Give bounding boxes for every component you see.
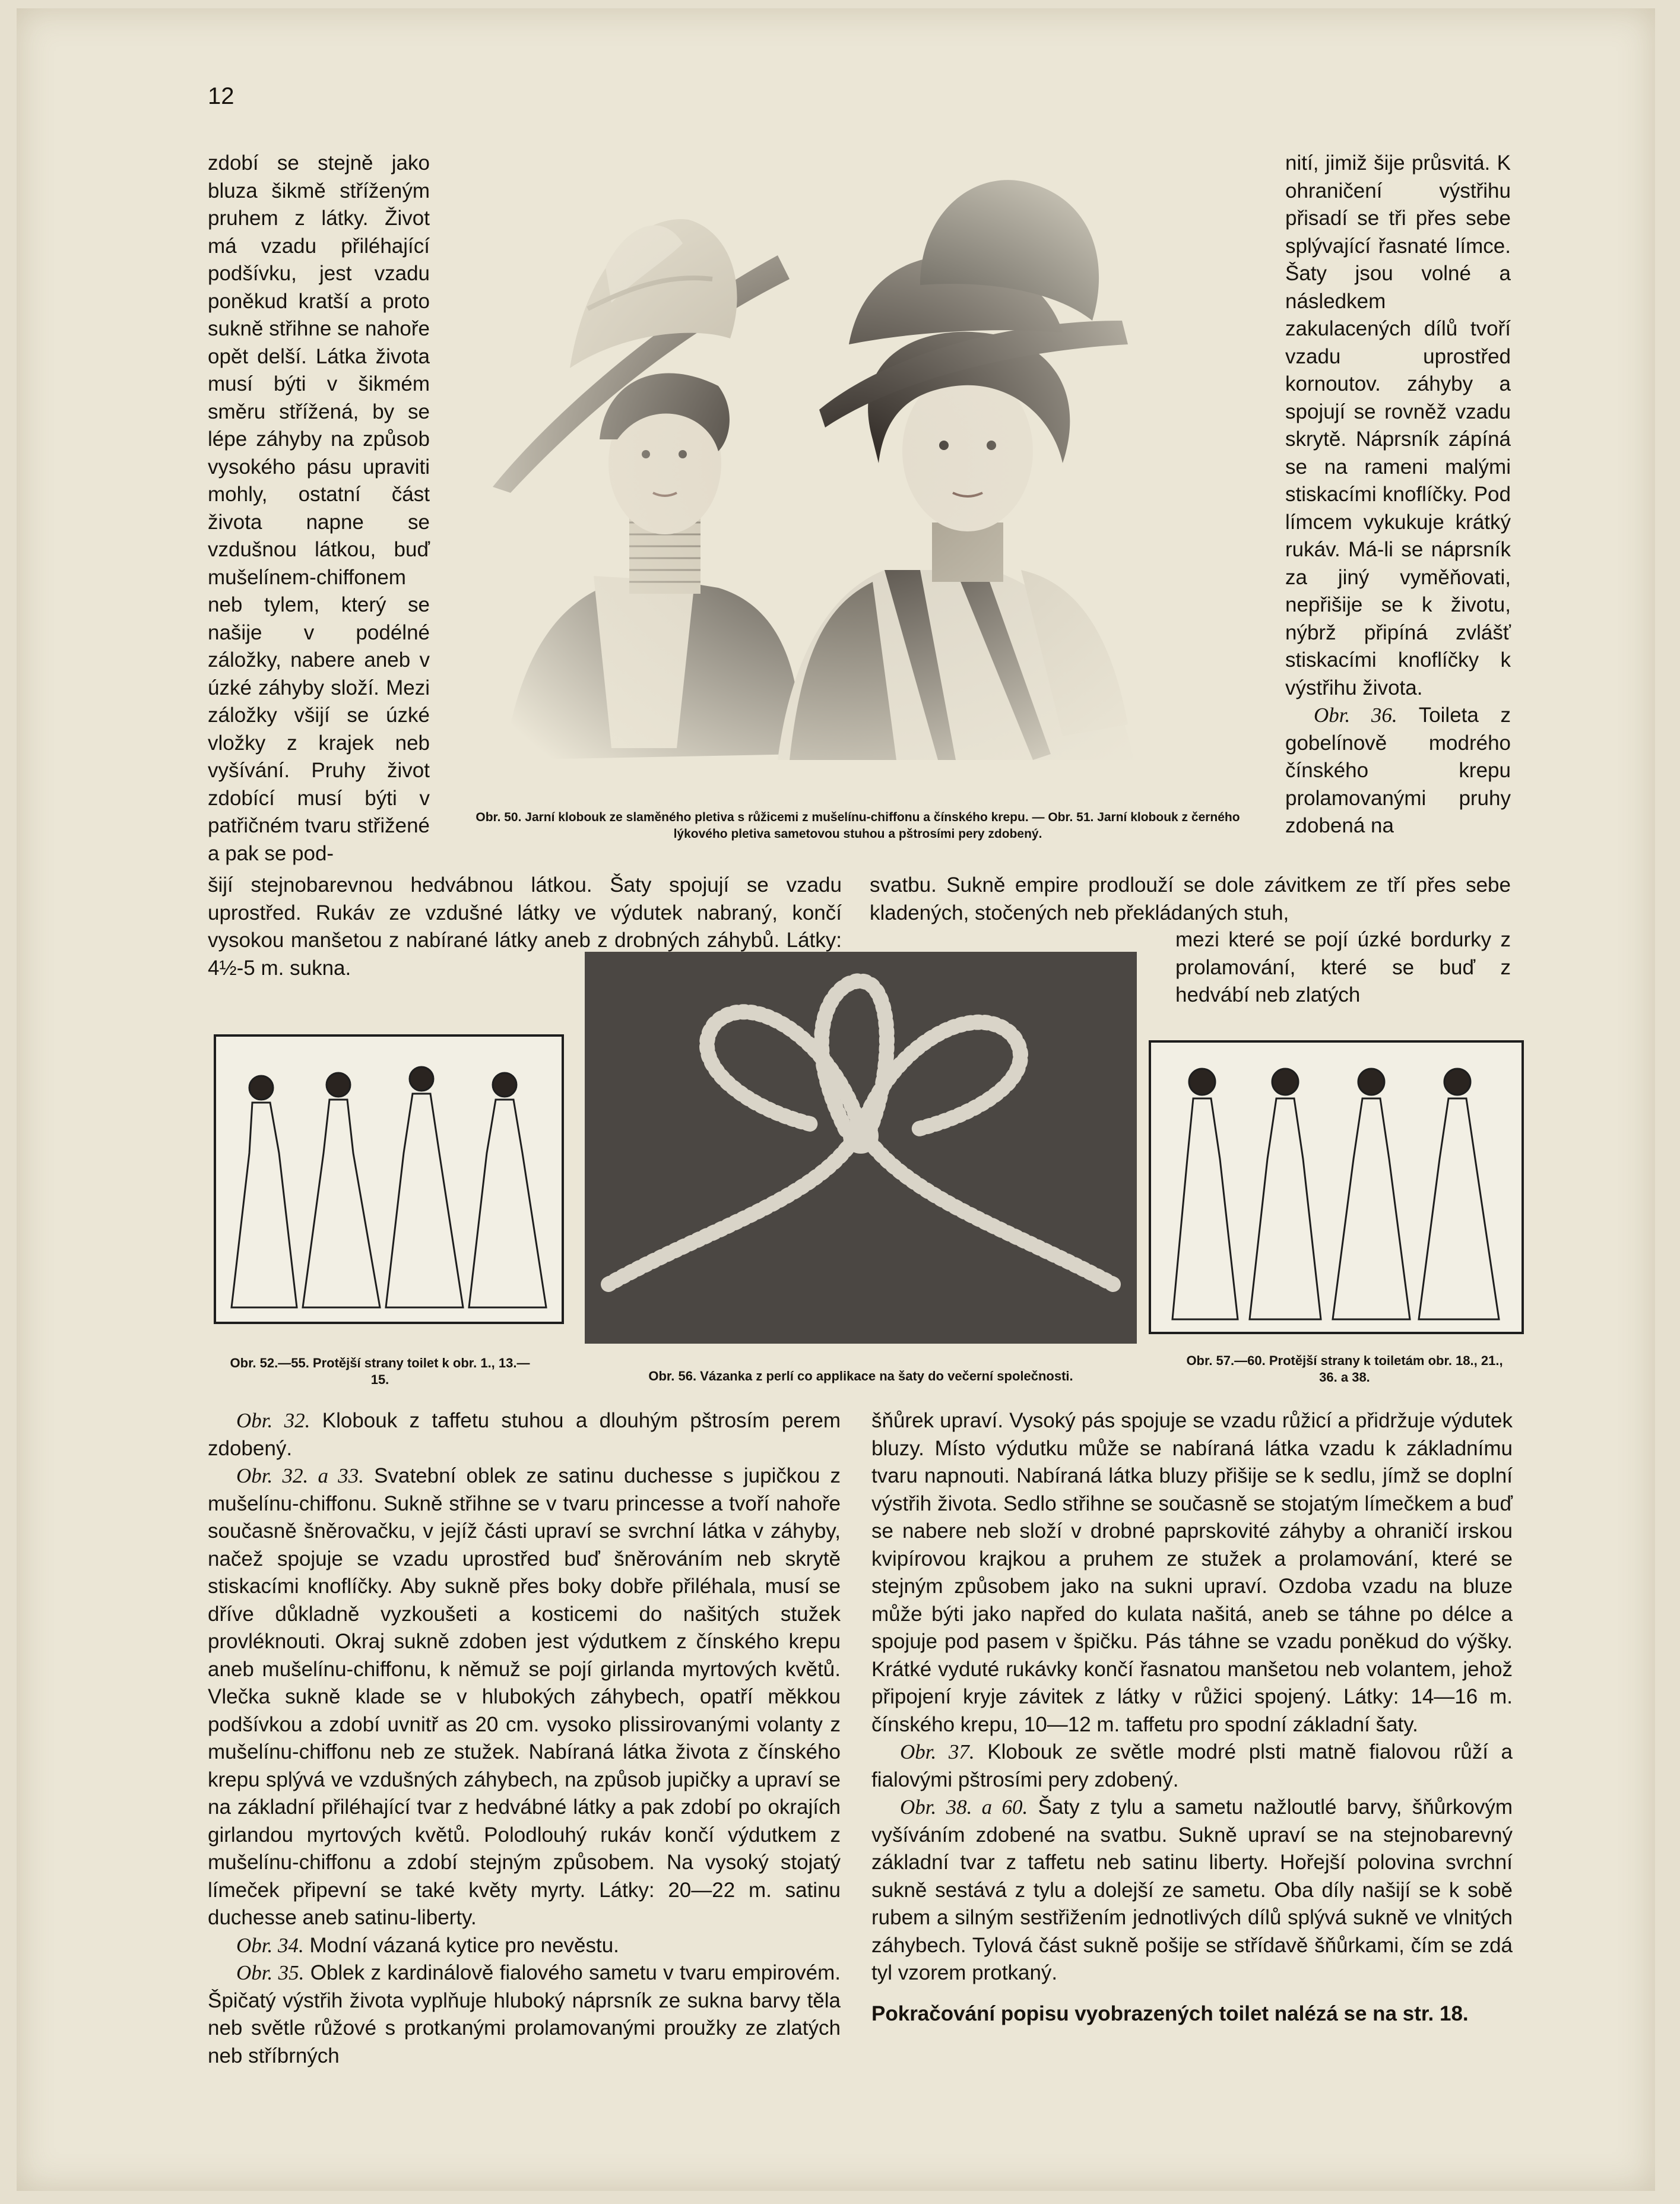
obr-32-33-label: Obr. 32. a 33.	[236, 1464, 364, 1487]
obr-32-33-text: Svatební oblek ze satinu duchesse s jupičkou z mušelínu-chiffonu. Sukně střihne se v tvaru princesse a tvoří nahoře současně šněrovačku, v jejíž části upraví se svrchní látka v záhyby, načež spojuje se vzadu uprostřed buď šněrováním neb skrytě stiskacími knoflíčky. Aby sukně přes boky dobře přiléhala, musí se dříve důkladně vyzkoušeti a kosticemi do našitých stužek provléknouti. Okraj sukně zdoben jest výdutkem z čínského krepu aneb mušelínu-chiffonu, k němuž se pojí girlanda myrtových květů. Vlečka sukně klade se v hlubokých záhybech, opatří měkkou podšívkou a zdobí uvnitř as 20 cm. vysoko plissirovanými volanty z mušelínu-chiffonu neb ze stužek. Nabíraná látka života z čínského krepu splývá ve vzdušných záhybech, na způsob jupičky a upraví se na základní přiléhající tvar z hedvábné látky a pak zdobí po okrajích girlandou myrtových květů. Polodlouhý rukáv končí výdutkem z mušelínu-chiffonu a zdobí stejným způsobem. Na vysoký stojatý límeček připevní se také květy myrty. Látky: 20—22 m. satinu duchesse aneb satinu-liberty.	[208, 1464, 841, 1929]
obr-34-label: Obr. 34.	[236, 1933, 304, 1957]
left-column-top	[208, 150, 430, 867]
caption-center-figure: Obr. 56. Vázanka z perlí co applikace na šaty do večerní společnosti.	[648, 1369, 1073, 1383]
right-column-top-text: nití, jimiž šije průsvitá. K ohraničení výstřihu přisadí se tři přes sebe splývající řasnaté límce. Šaty jsou volné a následkem zakulacených dílů tvoří vzadu uprostřed kornoutov. záhyby a spojují se rovněž vzadu skrytě. Náprsník zápíná se na rameni malými stiskacími knoflíčky. Pod límcem vykukuje krátký rukáv. Má-li se náprsník za jiný vyměňovati, nepřišije se k životu, nýbrž připíná zvlášť stiskacími knoflíčky k výstřihu života.	[1285, 151, 1511, 699]
obr-37-text: Klobouk ze světle modré plsti matně fialovou růží a fialovými pštrosími pery zdobený.	[871, 1740, 1513, 1791]
hats-illustration	[469, 131, 1235, 790]
caption-right-figure: Obr. 57.—60. Protější strany k toiletám obr. 18., 21., 36. a 38.	[1186, 1353, 1503, 1385]
caption-left-figure: Obr. 52.—55. Protější strany toilet k obr. 1., 13.—15.	[230, 1356, 530, 1387]
obr-32-label: Obr. 32.	[236, 1409, 310, 1432]
obr-35-label: Obr. 35.	[236, 1961, 305, 1984]
left-column-top-text: zdobí se stejně jako bluza šikmě stříženým pruhem z látky. Život má vzadu přiléhající podšívku, jest vzadu poněkud kratší a proto sukně střihne se nahoře opět delší. Látka života musí býti v šikmém směru střížená, by se lépe záhyby na způsob vysokého pásu upraviti mohly, ostatní část života napne se vzdušnou látkou, buď mušelínem-chiffonem neb tylem, který se našije v podélné záložky, nabere aneb v úzké záhyby složí. Mezi záložky všijí se úzké vložky z krajek neb vyšívání. Pruhy život zdobící musí býti v patřičném tvaru střižené a pak se pod-	[208, 151, 430, 865]
bow-knot	[843, 1118, 879, 1154]
lower-right-column	[871, 1407, 1513, 2028]
fashion-plate-left	[214, 1034, 564, 1324]
obr-35-text: Oblek z kardinálově fialového sametu v tvaru empirovém. Špičatý výstřih života vyplňuje hluboký náprsník ze sukna barvy těla neb světle růžové s protkanými prolamovanými proužky ze zlatých neb stříbrných	[208, 1961, 841, 2067]
obr-37-label: Obr. 37.	[900, 1740, 975, 1763]
obr-38-60-text: Šaty z tylu a sametu nažloutlé barvy, šňůrkovým vyšíváním zdobené na svatbu. Sukně upraví se na stejnobarevný základní tvar z taffetu neb satinu liberty. Hořejší polovina svrchní sukně sestává z tylu a dolejší ze sametu. Oba díly našijí se k sobě rubem a silným sestřižením jednotlivých dílů splývá sukně ve vlnitých záhybech. Tylová část sukně pošije se střídavě šňůrkami, čím se zdá tyl vzorem protkaný.	[871, 1796, 1513, 1984]
right-column-continue-a: svatbu. Sukně empire prodlouží se dole závitkem ze tří přes sebe kladených, stočených neb překládaných stuh,	[870, 873, 1511, 924]
right-column-continue-b: mezi které se pojí úzké bordurky z prolamování, které se buď z hedvábí neb zlatých	[1175, 928, 1511, 1006]
footer-note: Pokračování popisu vyobrazených toilet nalézá se na str. 18.	[871, 2002, 1469, 2025]
pearl-bow-photo	[585, 952, 1137, 1344]
left-column-continue: šijí stejnobarevnou hedvábnou látkou. Šaty spojují se vzadu uprostřed. Rukáv ze vzdušné látky ve výdutek nabraný, končí vysokou manšetou z nabírané látky aneb z drobných záhybů. Látky: 4½-5 m. sukna.	[208, 873, 842, 980]
obr-36-text: Toileta z gobelínově modrého čínského krepu prolamovanými pruhy zdobená na	[1285, 704, 1511, 837]
obr-36-label: Obr. 36.	[1314, 704, 1397, 727]
obr-38-60-label: Obr. 38. a 60.	[900, 1796, 1028, 1819]
lower-right-para1: šňůrek upraví. Vysoký pás spojuje se vzadu růžicí a přidržuje výdutek bluzy. Místo výdutku může se nabíraná látka vzadu k základnímu tvaru napnouti. Nabíraná látka bluzy přišije se k sedlu, jímž se doplní výstřih života. Sedlo střihne se současně se stojatým límečkem a buď se nabere neb složí v drobné paprskovité záhyby a ohraničí irskou kvipírovou krajkou a pruhem ze stužek a prolamování, které se stejným způsobem jako na sukni upraví. Ozdoba vzadu na bluze může býti jako napřed do kulata našitá, aneb se táhne po délce a spojuje pod pasem v špičku. Pás táhne se vzadu poněkud do výšky. Krátké vyduté rukávky končí řasnatou manšetou neb volantem, jehož připojení kryje závitek z látky v růžici spojený. Látky: 14—16 m. čínského krepu, 10—12 m. taffetu pro spodní základní šaty.	[871, 1409, 1513, 1736]
caption-hats: Obr. 50. Jarní klobouk ze slaměného pletiva s růžicemi z mušelínu-chiffonu a čínského krepu. — Obr. 51. Jarní klobouk z černého lýkového pletiva sametovou stuhou a pštrosími pery zdobený.	[476, 810, 1240, 841]
right-column-top	[1285, 150, 1511, 840]
page-number: 12	[208, 83, 234, 109]
fashion-plate-right	[1149, 1040, 1524, 1334]
obr-34-text: Modní vázaná kytice pro nevěstu.	[309, 1933, 619, 1957]
obr-32-text: Klobouk z taffetu stuhou a dlouhým pštrosím perem zdobený.	[208, 1409, 841, 1460]
lower-left-column	[208, 1407, 841, 2070]
